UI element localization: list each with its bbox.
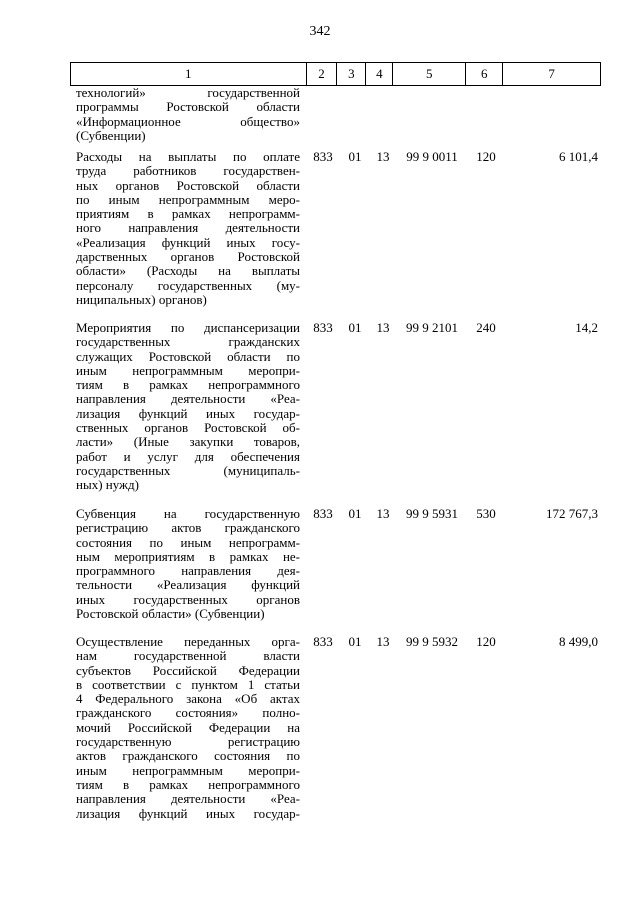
cell-amount: 6 101,4 bbox=[559, 149, 598, 164]
description-line: субъектов Российской Федерации bbox=[76, 662, 300, 678]
cell-subsection-code: 13 bbox=[376, 634, 390, 649]
description-line: Мероприятия по диспансеризации bbox=[76, 320, 300, 335]
description-line: приятиям в рамках непрограмм- bbox=[76, 206, 300, 222]
header-col-6: 6 bbox=[466, 63, 503, 86]
description-line: служащих Ростовской области по bbox=[76, 348, 300, 364]
table-row bbox=[0, 86, 640, 150]
description-line: ниципальных) органов) bbox=[76, 291, 207, 307]
description-line: государственных (муниципаль- bbox=[76, 462, 300, 478]
cell-ministry-code: 833 bbox=[313, 634, 333, 649]
description-line: работ и услуг для обеспечения bbox=[76, 448, 300, 464]
cell-section-code: 01 bbox=[348, 149, 362, 164]
description-line: Осуществление переданных орга- bbox=[76, 634, 300, 649]
description-line: направления деятельности «Реа- bbox=[76, 791, 300, 807]
row-description bbox=[76, 150, 300, 307]
cell-subsection-code: 13 bbox=[376, 506, 390, 521]
row-description bbox=[76, 86, 300, 143]
description-line: тиям в рамках непрограммного bbox=[76, 776, 300, 792]
description-line: иным непрограммным меропри- bbox=[76, 762, 300, 778]
cell-expense-type: 120 bbox=[476, 634, 496, 649]
description-line: актов гражданского состояния по bbox=[76, 748, 300, 764]
cell-subsection-code: 13 bbox=[376, 149, 390, 164]
description-line: по иным непрограммным меро- bbox=[76, 191, 300, 207]
description-line: государственную регистрацию bbox=[76, 734, 300, 750]
description-line: персоналу государственных (му- bbox=[76, 277, 300, 293]
description-line: технологий» государственной bbox=[76, 85, 300, 100]
description-line: ного направления деятельности bbox=[76, 220, 300, 236]
description-line: лизация функций иных государ- bbox=[76, 805, 300, 821]
description-line: 4 Федерального закона «Об актах bbox=[76, 691, 300, 707]
description-line: мочий Российской Федерации на bbox=[76, 719, 300, 735]
table-row bbox=[0, 635, 640, 825]
description-line: в соответствии с пунктом 1 статьи bbox=[76, 676, 300, 692]
description-line: «Информационное общество» bbox=[76, 113, 300, 129]
header-col-1: 1 bbox=[71, 63, 307, 86]
header-col-7: 7 bbox=[503, 63, 601, 86]
cell-subsection-code: 13 bbox=[376, 320, 390, 335]
table-row bbox=[0, 507, 640, 635]
table-header bbox=[70, 62, 601, 86]
description-line: тиям в рамках непрограммного bbox=[76, 377, 300, 393]
header-col-4: 4 bbox=[366, 63, 393, 86]
description-line: Субвенция на государственную bbox=[76, 506, 300, 521]
cell-ministry-code: 833 bbox=[313, 320, 333, 335]
description-line: области» (Расходы на выплаты bbox=[76, 263, 300, 279]
cell-expense-type: 120 bbox=[476, 149, 496, 164]
description-line: Ростовской области» (Субвенции) bbox=[76, 606, 265, 622]
description-line: лизация функций иных государ- bbox=[76, 405, 300, 421]
description-line: «Реализация функций иных госу- bbox=[76, 234, 300, 250]
description-line: ных) нужд) bbox=[76, 477, 139, 493]
cell-amount: 172 767,3 bbox=[546, 506, 598, 521]
cell-ministry-code: 833 bbox=[313, 149, 333, 164]
description-line: труда работников государствен- bbox=[76, 163, 300, 179]
description-line: ственных органов Ростовской об- bbox=[76, 420, 300, 436]
header-col-2: 2 bbox=[306, 63, 337, 86]
cell-expense-type: 240 bbox=[476, 320, 496, 335]
cell-section-code: 01 bbox=[348, 320, 362, 335]
description-line: государственных гражданских bbox=[76, 334, 300, 350]
description-line: ным мероприятиям в рамках не- bbox=[76, 548, 300, 564]
cell-section-code: 01 bbox=[348, 506, 362, 521]
description-line: программного направления дея- bbox=[76, 563, 300, 579]
cell-expense-type: 530 bbox=[476, 506, 496, 521]
description-line: ласти» (Иные закупки товаров, bbox=[76, 434, 300, 450]
cell-target-article: 99 9 5931 bbox=[406, 506, 458, 521]
cell-amount: 8 499,0 bbox=[559, 634, 598, 649]
table-row bbox=[0, 150, 640, 321]
page-number: 342 bbox=[309, 24, 331, 39]
cell-target-article: 99 9 0011 bbox=[406, 149, 458, 164]
table-row bbox=[0, 321, 640, 507]
row-description bbox=[76, 321, 300, 493]
cell-section-code: 01 bbox=[348, 634, 362, 649]
header-col-3: 3 bbox=[337, 63, 366, 86]
header-col-5: 5 bbox=[393, 63, 466, 86]
cell-target-article: 99 9 2101 bbox=[406, 320, 458, 335]
description-line: направления деятельности «Реа- bbox=[76, 391, 300, 407]
description-line: иных государственных органов bbox=[76, 591, 300, 607]
cell-ministry-code: 833 bbox=[313, 506, 333, 521]
description-line: программы Ростовской области bbox=[76, 99, 300, 115]
cell-target-article: 99 9 5932 bbox=[406, 634, 458, 649]
description-line: тельности «Реализация функций bbox=[76, 577, 300, 593]
description-line: ных органов Ростовской области bbox=[76, 177, 300, 193]
cell-amount: 14,2 bbox=[575, 320, 598, 335]
row-description bbox=[76, 635, 300, 821]
row-description bbox=[76, 507, 300, 621]
description-line: гражданского состояния» полно- bbox=[76, 705, 300, 721]
description-line: регистрацию актов гражданского bbox=[76, 520, 300, 536]
table-body bbox=[0, 86, 640, 825]
description-line: дарственных органов Ростовской bbox=[76, 249, 300, 265]
description-line: иным непрограммным меропри- bbox=[76, 362, 300, 378]
description-line: состояния по иным непрограмм- bbox=[76, 534, 300, 550]
description-line: (Субвенции) bbox=[76, 127, 146, 143]
description-line: нам государственной власти bbox=[76, 648, 300, 664]
description-line: Расходы на выплаты по оплате bbox=[76, 149, 300, 164]
